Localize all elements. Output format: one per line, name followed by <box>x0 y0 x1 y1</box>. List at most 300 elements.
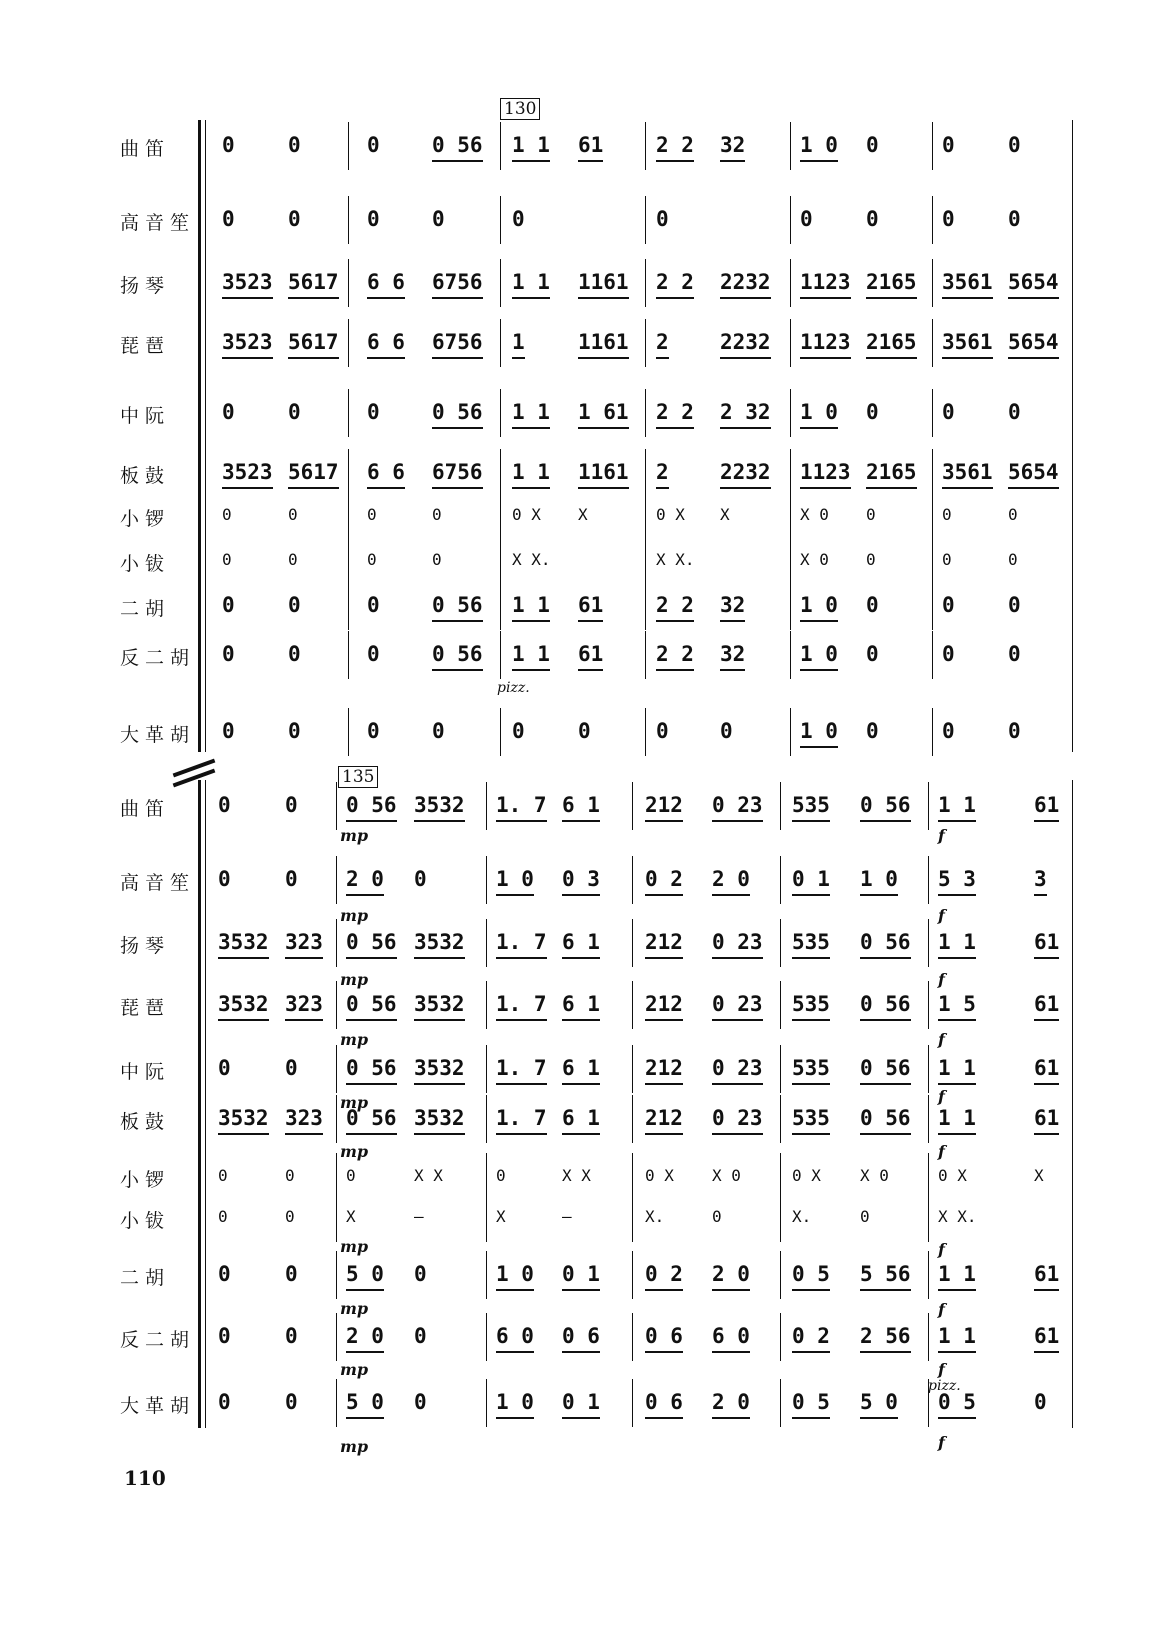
system2-note-cell: 61 <box>1034 989 1059 1021</box>
system2-note-cell: 212 <box>645 927 683 959</box>
system1-note-cell: 0 <box>432 207 445 231</box>
system1-barline <box>790 631 791 679</box>
system1-note-cell: 2165 <box>866 267 917 299</box>
system2-barline <box>928 919 929 967</box>
system2-note-cell: 0 <box>285 793 298 817</box>
system1-barline <box>500 319 501 367</box>
system1-barline <box>645 582 646 630</box>
system1-system-end <box>1072 120 1073 752</box>
system1-note-cell: 0 <box>288 719 301 743</box>
system1-note-cell: 61 <box>578 590 603 622</box>
system1-barline <box>645 259 646 307</box>
system2-note-cell: 1. 7 <box>496 1053 547 1085</box>
system2-instrument-label: 反二胡 <box>120 1329 196 1351</box>
system2-note-cell: 0 <box>860 1207 870 1226</box>
system1-barline <box>932 708 933 756</box>
system1-note-cell: 0 <box>432 550 442 569</box>
system1-barline <box>790 582 791 630</box>
system2-instrument-label: 二胡 <box>120 1267 171 1289</box>
system2-note-cell: 2 0 <box>712 1387 750 1419</box>
system1-note-cell: 0 <box>367 550 377 569</box>
dynamic-mp: mp <box>340 1237 369 1256</box>
system2-note-cell: 61 <box>1034 1321 1059 1353</box>
system1-note-cell: 2 2 <box>656 397 694 429</box>
system2-note-cell: 0 <box>218 1207 228 1226</box>
system1-note-cell: 0 <box>367 133 380 157</box>
system2-note-cell: 0 23 <box>712 1053 763 1085</box>
system1-note-cell: 2 <box>656 457 669 489</box>
system1-instrument-label: 小锣 <box>120 508 171 530</box>
system1-note-cell: 0 <box>432 505 442 524</box>
system2-note-cell: 1 1 <box>938 1321 976 1353</box>
system1-note-cell: 0 <box>1008 505 1018 524</box>
system1-barline <box>348 537 349 585</box>
system2-note-cell: 5 0 <box>346 1387 384 1419</box>
dynamic-mp: mp <box>340 1299 369 1318</box>
system2-instrument-label: 中阮 <box>120 1061 171 1083</box>
system2-note-cell: X. <box>645 1207 665 1226</box>
system2-note-cell: X <box>496 1207 506 1226</box>
pizz-marking: pizz. <box>928 1378 961 1394</box>
system1-note-cell: 1123 <box>800 457 851 489</box>
system2-barline <box>486 1313 487 1361</box>
system2-note-cell: 0 23 <box>712 790 763 822</box>
system2-note-cell: 3532 <box>218 927 269 959</box>
system2-note-cell: 0 56 <box>346 1053 397 1085</box>
system2-note-cell: 1. 7 <box>496 1103 547 1135</box>
system1-note-cell: X 0 <box>800 550 829 569</box>
system2-note-cell: 0 56 <box>346 927 397 959</box>
system2-note-cell: 0 <box>285 1166 295 1185</box>
system2-note-cell: 1 1 <box>938 1259 976 1291</box>
system2-note-cell: 6 1 <box>562 1053 600 1085</box>
system2-barline <box>928 1251 929 1299</box>
system2-note-cell: 5 0 <box>346 1259 384 1291</box>
system2-barline <box>780 782 781 830</box>
system1-note-cell: 1123 <box>800 327 851 359</box>
system1-note-cell: 6 6 <box>367 267 405 299</box>
system2-instrument-label: 琵琶 <box>120 997 171 1019</box>
system2-note-cell: X 0 <box>712 1166 741 1185</box>
system2-barline <box>336 1251 337 1299</box>
system1-note-cell: 3523 <box>222 457 273 489</box>
system1-barline <box>500 708 501 756</box>
system2-note-cell: 5 0 <box>860 1387 898 1419</box>
system2-note-cell: 323 <box>285 989 323 1021</box>
system2-note-cell: 0 6 <box>645 1321 683 1353</box>
system1-barline <box>645 449 646 497</box>
system1-note-cell: 1161 <box>578 267 629 299</box>
system1-barline <box>348 708 349 756</box>
system2-note-cell: 0 <box>218 1056 231 1080</box>
system2-note-cell: 6 0 <box>496 1321 534 1353</box>
system1-barline <box>500 449 501 497</box>
system1-note-cell: 0 <box>288 505 298 524</box>
system2-barline <box>928 981 929 1029</box>
system1-instrument-label: 琵琶 <box>120 335 171 357</box>
system2-note-cell: 0 56 <box>346 1103 397 1135</box>
system2-note-cell: 1. 7 <box>496 927 547 959</box>
dynamic-mp: mp <box>340 906 369 925</box>
system1-note-cell: 0 <box>866 719 879 743</box>
system1-note-cell: 1 0 <box>800 397 838 429</box>
system1-barline <box>348 492 349 540</box>
system2-barline <box>780 1379 781 1427</box>
system1-note-cell: 0 <box>866 207 879 231</box>
system1-note-cell: 1161 <box>578 327 629 359</box>
system1-note-cell: 0 <box>866 400 879 424</box>
system1-note-cell: 0 <box>432 719 445 743</box>
system1-note-cell: 0 <box>367 207 380 231</box>
system1-note-cell: 0 <box>866 593 879 617</box>
system2-barline <box>486 1379 487 1427</box>
system1-barline <box>348 259 349 307</box>
system2-barline <box>928 1194 929 1242</box>
system1-note-cell: 5617 <box>288 267 339 299</box>
system1-barline <box>932 259 933 307</box>
system2-barline <box>928 856 929 904</box>
system1-note-cell: 1 0 <box>800 716 838 748</box>
system2-barline <box>336 782 337 830</box>
dynamic-mp: mp <box>340 1093 369 1112</box>
system2-barline <box>632 1194 633 1242</box>
system1-note-cell: 0 <box>222 593 235 617</box>
system2-barline <box>336 1045 337 1093</box>
system1-barline <box>790 708 791 756</box>
page-number: 110 <box>124 1466 166 1490</box>
system1-barline <box>500 389 501 437</box>
system2-note-cell: 535 <box>792 1053 830 1085</box>
system2-barline <box>486 1194 487 1242</box>
system2-barline <box>486 981 487 1029</box>
system1-note-cell: 0 56 <box>432 130 483 162</box>
system2-note-cell: 0 2 <box>645 1259 683 1291</box>
system2-note-cell: 0 <box>285 1390 298 1414</box>
system1-note-cell: 2 32 <box>720 397 771 429</box>
system2-system-line <box>205 780 206 1428</box>
system1-note-cell: 2165 <box>866 457 917 489</box>
system1-note-cell: 5654 <box>1008 457 1059 489</box>
system2-note-cell: 535 <box>792 989 830 1021</box>
system1-note-cell: 0 <box>720 719 733 743</box>
system2-barline <box>486 782 487 830</box>
rehearsal-mark-135: 135 <box>338 766 378 788</box>
system1-note-cell: 0 <box>1008 400 1021 424</box>
system2-note-cell: 0 6 <box>645 1387 683 1419</box>
system1-note-cell: 0 <box>367 642 380 666</box>
system1-note-cell: 2 2 <box>656 639 694 671</box>
system1-barline <box>348 319 349 367</box>
system1-instrument-label: 扬琴 <box>120 275 171 297</box>
system2-note-cell: 0 <box>285 1056 298 1080</box>
system1-barline <box>932 196 933 244</box>
system1-note-cell: 3561 <box>942 267 993 299</box>
system1-barline <box>500 537 501 585</box>
system2-note-cell: 0 X <box>792 1166 821 1185</box>
system2-note-cell: 0 1 <box>792 864 830 896</box>
system2-note-cell: 0 56 <box>860 927 911 959</box>
system2-instrument-label: 大革胡 <box>120 1395 196 1417</box>
system2-note-cell: 0 X <box>938 1166 967 1185</box>
system1-barline <box>645 708 646 756</box>
system1-note-cell: 0 <box>656 207 669 231</box>
system2-note-cell: 3532 <box>414 1103 465 1135</box>
system2-note-cell: 1 1 <box>938 1103 976 1135</box>
system2-system-end <box>1072 780 1073 1428</box>
system1-note-cell: 0 <box>942 505 952 524</box>
system2-instrument-label: 高音笙 <box>120 872 196 894</box>
system1-note-cell: 1 1 <box>512 267 550 299</box>
system2-note-cell: 0 <box>218 867 231 891</box>
system2-barline <box>632 1251 633 1299</box>
dynamic-f: f <box>938 826 945 845</box>
system2-note-cell: – <box>414 1207 424 1226</box>
system1-barline <box>348 196 349 244</box>
system1-note-cell: 0 <box>866 550 876 569</box>
system1-note-cell: 3561 <box>942 327 993 359</box>
system1-note-cell: 1 0 <box>800 639 838 671</box>
system2-barline <box>632 856 633 904</box>
system2-note-cell: 0 1 <box>562 1387 600 1419</box>
system1-note-cell: 0 <box>866 642 879 666</box>
system2-note-cell: 3532 <box>218 989 269 1021</box>
system2-note-cell: – <box>562 1207 572 1226</box>
system2-barline <box>780 919 781 967</box>
system1-instrument-label: 板鼓 <box>120 465 171 487</box>
system1-note-cell: 1 1 <box>512 397 550 429</box>
system1-note-cell: 0 X <box>656 505 685 524</box>
system2-barline <box>780 1251 781 1299</box>
system1-barline <box>790 319 791 367</box>
dynamic-f: f <box>938 1142 945 1161</box>
system2-barline <box>336 1313 337 1361</box>
system1-barline <box>790 449 791 497</box>
system2-instrument-label: 扬琴 <box>120 935 171 957</box>
system2-note-cell: 212 <box>645 1053 683 1085</box>
system2-note-cell: 3532 <box>414 927 465 959</box>
system2-note-cell: 2 0 <box>346 864 384 896</box>
dynamic-mp: mp <box>340 1030 369 1049</box>
system2-instrument-label: 小锣 <box>120 1169 171 1191</box>
system2-note-cell: 0 56 <box>860 1103 911 1135</box>
system1-note-cell: 0 <box>942 593 955 617</box>
system1-note-cell: 6 6 <box>367 457 405 489</box>
system1-barline <box>932 449 933 497</box>
system2-note-cell: 1. 7 <box>496 790 547 822</box>
system1-note-cell: 1 1 <box>512 130 550 162</box>
system2-note-cell: 0 5 <box>938 1387 976 1419</box>
dynamic-mp: mp <box>340 970 369 989</box>
system2-barline <box>780 1095 781 1143</box>
system1-note-cell: 0 <box>512 719 525 743</box>
rehearsal-mark-130: 130 <box>500 98 540 120</box>
system2-note-cell: 2 56 <box>860 1321 911 1353</box>
system2-barline <box>780 981 781 1029</box>
system2-note-cell: 0 <box>218 793 231 817</box>
system1-note-cell: 0 <box>288 642 301 666</box>
system1-barline <box>500 582 501 630</box>
system1-note-cell: 0 <box>1008 642 1021 666</box>
system1-note-cell: X X. <box>656 550 695 569</box>
system2-note-cell: 0 X <box>645 1166 674 1185</box>
system2-note-cell: 61 <box>1034 1259 1059 1291</box>
system2-note-cell: 3532 <box>414 1053 465 1085</box>
system2-note-cell: 0 <box>346 1166 356 1185</box>
system2-note-cell: X X <box>414 1166 443 1185</box>
system2-note-cell: 0 <box>218 1166 228 1185</box>
dynamic-f: f <box>938 1433 945 1452</box>
system2-barline <box>336 919 337 967</box>
system2-note-cell: 2 0 <box>346 1321 384 1353</box>
system1-barline <box>790 122 791 170</box>
system1-barline <box>348 582 349 630</box>
system1-note-cell: 1 0 <box>800 130 838 162</box>
system2-note-cell: 61 <box>1034 927 1059 959</box>
system1-note-cell: 2232 <box>720 457 771 489</box>
system2-note-cell: 0 56 <box>346 790 397 822</box>
system2-barline <box>632 919 633 967</box>
system2-note-cell: 0 2 <box>792 1321 830 1353</box>
system1-note-cell: 0 56 <box>432 397 483 429</box>
system2-note-cell: 535 <box>792 1103 830 1135</box>
system2-note-cell: 0 <box>1034 1390 1047 1414</box>
system2-barline <box>632 782 633 830</box>
system1-note-cell: 0 <box>222 133 235 157</box>
system1-note-cell: 3523 <box>222 327 273 359</box>
system2-barline <box>336 981 337 1029</box>
system2-note-cell: 0 <box>218 1262 231 1286</box>
system1-instrument-label: 曲笛 <box>120 138 171 160</box>
system2-note-cell: 0 <box>414 1324 427 1348</box>
system1-note-cell: 61 <box>578 130 603 162</box>
system1-note-cell: 0 <box>942 133 955 157</box>
system2-barline <box>486 1095 487 1143</box>
system2-barline <box>336 856 337 904</box>
system2-note-cell: 2 0 <box>712 864 750 896</box>
dynamic-f: f <box>938 970 945 989</box>
system1-note-cell: 0 56 <box>432 639 483 671</box>
system2-barline <box>486 1045 487 1093</box>
system2-instrument-label: 小钹 <box>120 1210 171 1232</box>
system2-barline <box>632 1045 633 1093</box>
system1-note-cell: 0 <box>1008 550 1018 569</box>
system2-barline <box>928 782 929 830</box>
system1-note-cell: 1 1 <box>512 639 550 671</box>
system1-note-cell: 0 <box>866 133 879 157</box>
system2-note-cell: 0 56 <box>860 989 911 1021</box>
system1-barline <box>500 196 501 244</box>
system2-note-cell: 0 <box>712 1207 722 1226</box>
system1-barline <box>790 389 791 437</box>
system1-note-cell: X X. <box>512 550 551 569</box>
system2-note-cell: 61 <box>1034 790 1059 822</box>
system2-note-cell: 0 <box>285 1324 298 1348</box>
system2-note-cell: 1 1 <box>938 1053 976 1085</box>
system2-note-cell: 1 1 <box>938 790 976 822</box>
system1-barline <box>500 259 501 307</box>
system1-barline <box>348 122 349 170</box>
system2-note-cell: 61 <box>1034 1053 1059 1085</box>
system1-note-cell: 0 <box>222 642 235 666</box>
system1-note-cell: 2165 <box>866 327 917 359</box>
system1-note-cell: 6756 <box>432 327 483 359</box>
dynamic-mp: mp <box>340 1360 369 1379</box>
system1-barline <box>500 492 501 540</box>
system2-note-cell: 535 <box>792 927 830 959</box>
system1-note-cell: 2 2 <box>656 267 694 299</box>
system2-note-cell: 1 1 <box>938 927 976 959</box>
system2-note-cell: 6 1 <box>562 1103 600 1135</box>
system2-note-cell: 212 <box>645 989 683 1021</box>
system2-note-cell: X <box>346 1207 356 1226</box>
system2-note-cell: 0 <box>285 1262 298 1286</box>
system2-note-cell: 0 1 <box>562 1259 600 1291</box>
system1-barline <box>645 122 646 170</box>
system1-note-cell: 0 <box>222 207 235 231</box>
system1-barline <box>932 122 933 170</box>
system2-barline <box>928 1045 929 1093</box>
system2-note-cell: 212 <box>645 1103 683 1135</box>
dynamic-f: f <box>938 906 945 925</box>
system2-note-cell: X. <box>792 1207 812 1226</box>
system1-barline <box>645 492 646 540</box>
system2-note-cell: 6 0 <box>712 1321 750 1353</box>
system2-note-cell: 0 56 <box>860 790 911 822</box>
system1-instrument-label: 小钹 <box>120 553 171 575</box>
system2-note-cell: X <box>1034 1166 1044 1185</box>
system1-note-cell: 0 <box>866 505 876 524</box>
system2-barline <box>486 856 487 904</box>
system2-note-cell: 61 <box>1034 1103 1059 1135</box>
system1-note-cell: 0 <box>367 400 380 424</box>
system1-barline <box>932 389 933 437</box>
system1-note-cell: 0 <box>367 505 377 524</box>
system1-instrument-label: 高音笙 <box>120 212 196 234</box>
system1-barline <box>790 492 791 540</box>
system1-note-cell: 6756 <box>432 267 483 299</box>
system1-note-cell: 6756 <box>432 457 483 489</box>
system2-note-cell: 1 0 <box>496 864 534 896</box>
system2-note-cell: 0 5 <box>792 1259 830 1291</box>
system1-note-cell: 6 6 <box>367 327 405 359</box>
system2-barline <box>780 856 781 904</box>
system1-instrument-label: 二胡 <box>120 598 171 620</box>
system2-note-cell: 1 5 <box>938 989 976 1021</box>
system1-note-cell: 1 61 <box>578 397 629 429</box>
system2-note-cell: 0 23 <box>712 1103 763 1135</box>
system2-note-cell: 0 5 <box>792 1387 830 1419</box>
system2-barline <box>928 1313 929 1361</box>
system2-barline <box>486 919 487 967</box>
system1-note-cell: 0 <box>1008 719 1021 743</box>
system2-note-cell: 6 1 <box>562 790 600 822</box>
system2-note-cell: 0 56 <box>346 989 397 1021</box>
system2-note-cell: 0 <box>285 1207 295 1226</box>
system2-note-cell: 5 3 <box>938 864 976 896</box>
system1-note-cell: 2232 <box>720 327 771 359</box>
system2-note-cell: 3532 <box>414 790 465 822</box>
system2-barline <box>632 981 633 1029</box>
system1-note-cell: 0 <box>367 719 380 743</box>
system2-note-cell: 0 56 <box>860 1053 911 1085</box>
system2-note-cell: 1 0 <box>860 864 898 896</box>
system2-note-cell: 1 0 <box>496 1259 534 1291</box>
system1-barline <box>932 492 933 540</box>
system2-note-cell: 6 1 <box>562 989 600 1021</box>
system2-note-cell: 1. 7 <box>496 989 547 1021</box>
system2-note-cell: 0 <box>218 1390 231 1414</box>
system2-note-cell: X X. <box>938 1207 977 1226</box>
